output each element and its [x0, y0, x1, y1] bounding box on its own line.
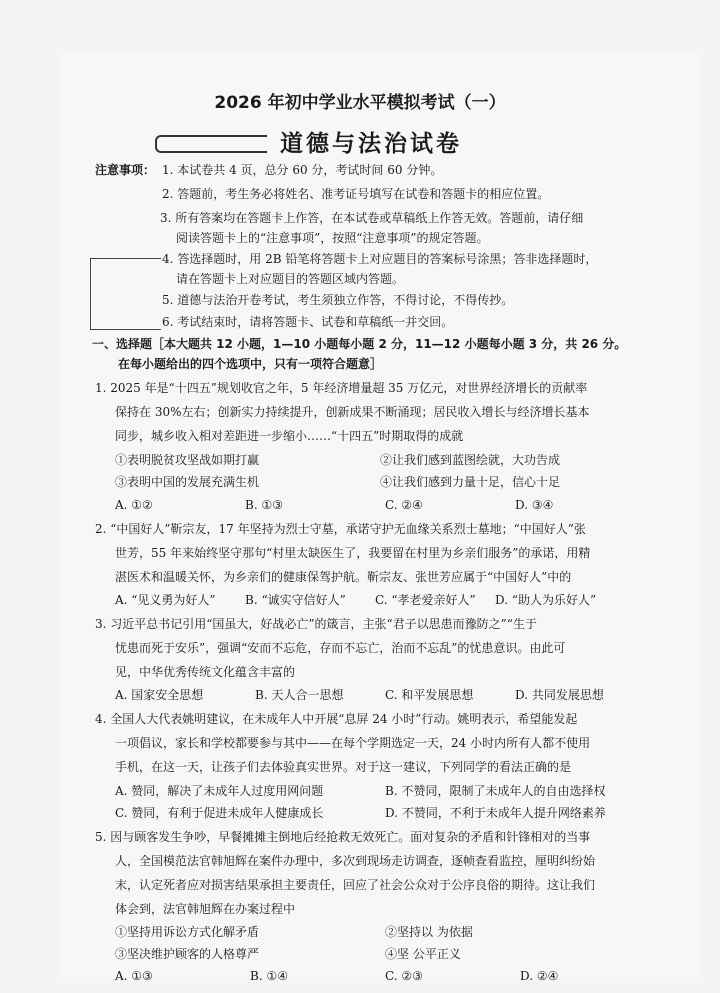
question-3-choice: C. 和平发展思想: [385, 688, 474, 702]
question-5-choice: B. ①④: [250, 969, 288, 983]
question-5-choice: C. ②③: [385, 969, 423, 983]
notice-item: 阅读答题卡上的“注意事项”，按照“注意事项”的规定答题。: [176, 231, 489, 245]
question-5-text: 5. 因与顾客发生争吵，早餐摊摊主倒地后经抢救无效死亡。面对复杂的矛盾和针锋相对的当事: [95, 830, 591, 844]
question-1-statement: ②让我们感到蓝图绘就，大功告成: [380, 453, 561, 467]
question-1-choice: A. ①②: [115, 498, 153, 512]
question-5-statement: ②坚持以 为依据: [385, 925, 473, 939]
question-4-text: 手机，在这一天，让孩子们去体验真实世界。对于这一建议，下列同学的看法正确的是: [115, 760, 572, 774]
notice-item: 6. 考试结束时，请将答题卡、试卷和草稿纸一并交回。: [162, 315, 454, 329]
question-5-statement: ④坚 公平正义: [385, 947, 461, 961]
question-1-choice: B. ①③: [245, 498, 283, 512]
question-4-text: 4. 全国人大代表姚明建议，在未成年人中开展“息屏 24 小时”行动。姚明表示，希望能发起: [95, 712, 578, 726]
question-5-statement: ①坚持用诉讼方式化解矛盾: [115, 925, 260, 939]
section-heading: 一、选择题［本大题共 12 小题，1—10 小题每小题 2 分，11—12 小题每小题 3 分，共 26 分。: [92, 337, 627, 351]
question-2-text: 世芳，55 年来始终坚守那句“村里太缺医生了，我要留在村里为乡亲们服务”的承诺，用精: [115, 546, 591, 560]
question-5-text: 末，认定死者应对损害结果承担主要责任，回应了社会公众对于公序良俗的期待。这让我们: [115, 878, 596, 892]
question-1-choice: D. ③④: [515, 498, 554, 512]
question-4-choice: B. 不赞同，限制了未成年人的自由选择权: [385, 784, 606, 798]
notice-item: 1. 本试卷共 4 页，总分 60 分，考试时间 60 分钟。: [162, 163, 443, 177]
question-2-text: 2. “中国好人”靳宗友，17 年坚持为烈士守墓，承诺守护无血缘关系烈士墓地；“中国好人”张: [95, 522, 586, 536]
question-1-text: 1. 2025 年是“十四五”规划收官之年，5 年经济增量超 35 万亿元，对世界经济增长的贡献率: [95, 381, 588, 395]
question-3-choice: A. 国家安全思想: [115, 688, 204, 702]
question-1-choice: C. ②④: [385, 498, 423, 512]
exam-title: 2026 年初中学业水平模拟考试（一）: [214, 93, 506, 113]
question-1-statement: ③表明中国的发展充满生机: [115, 475, 260, 489]
question-1-statement: ④让我们感到力量十足，信心十足: [380, 475, 561, 489]
subject-row: [155, 123, 615, 157]
question-2-choice: D. “助人为乐好人”: [495, 593, 597, 607]
question-2-choice: C. “孝老爱亲好人”: [375, 593, 476, 607]
question-3-text: 见，中华优秀传统文化蕴含丰富的: [115, 665, 296, 679]
question-4-choice: A. 赞同，解决了未成年人过度用网问题: [115, 784, 324, 798]
question-4-choice: D. 不赞同，不利于未成年人提升网络素养: [385, 806, 606, 820]
question-5-choice: A. ①③: [115, 969, 153, 983]
question-1-text: 保持在 30%左右；创新实力持续提升，创新成果不断涌现；居民收入增长与经济增长基本: [115, 405, 590, 419]
question-2-choice: B. “诚实守信好人”: [245, 593, 346, 607]
question-5-text: 人，全国模范法官韩旭辉在案件办理中，多次到现场走访调查，逐帧查看监控，厘明纠纷始: [115, 854, 596, 868]
question-3-choice: B. 天人合一思想: [255, 688, 344, 702]
notice-item: 4. 答选择题时，用 2B 铅笔将答题卡上对应题目的答案标号涂黑；答非选择题时，: [162, 252, 598, 266]
subject-title: 道德与法治试卷: [280, 131, 462, 157]
question-5-statement: ③坚决维护顾客的人格尊严: [115, 947, 260, 961]
question-2-text: 湛医术和温暖关怀，为乡亲们的健康保驾护航。靳宗友、张世芳应属于“中国好人”中的: [115, 570, 572, 584]
question-4-text: 一项倡议，家长和学校都要参与其中——在每个学期选定一天，24 小时内所有人都不使用: [115, 736, 591, 750]
question-1-text: 同步，城乡收入相对差距进一步缩小……“十四五”时期取得的成就: [115, 429, 464, 443]
notice-item: 2. 答题前，考生务必将姓名、准考证号填写在试卷和答题卡的相应位置。: [162, 187, 550, 201]
question-4-choice: C. 赞同，有利于促进未成年人健康成长: [115, 806, 324, 820]
question-5-text: 体会到，法官韩旭辉在办案过程中: [115, 902, 296, 916]
section-heading-sub: 在每小题给出的四个选项中，只有一项符合题意］: [118, 357, 383, 371]
notice-label: 注意事项：: [95, 163, 156, 177]
seal-line: [155, 135, 267, 153]
question-5-choice: D. ②④: [520, 969, 559, 983]
question-1-statement: ①表明脱贫攻坚战如期打赢: [115, 453, 260, 467]
notice-item: 3. 所有答案均在答题卡上作答，在本试卷或草稿纸上作答无效。答题前，请仔细: [160, 211, 584, 225]
notice-item: 5. 道德与法治开卷考试，考生须独立作答，不得讨论，不得传抄。: [162, 293, 514, 307]
question-3-choice: D. 共同发展思想: [515, 688, 604, 702]
question-3-text: 忧患而死于安乐”，强调“安而不忘危，存而不忘亡，治而不忘乱”的忧患意识。由此可: [115, 641, 566, 655]
notice-item: 请在答题卡上对应题目的答题区域内答题。: [176, 272, 405, 286]
question-2-choice: A. “见义勇为好人”: [115, 593, 216, 607]
pen-bracket-mark: [90, 258, 161, 330]
question-3-text: 3. 习近平总书记引用“国虽大，好战必亡”的箴言，主张“君子以思患而豫防之”“生于: [95, 617, 537, 631]
